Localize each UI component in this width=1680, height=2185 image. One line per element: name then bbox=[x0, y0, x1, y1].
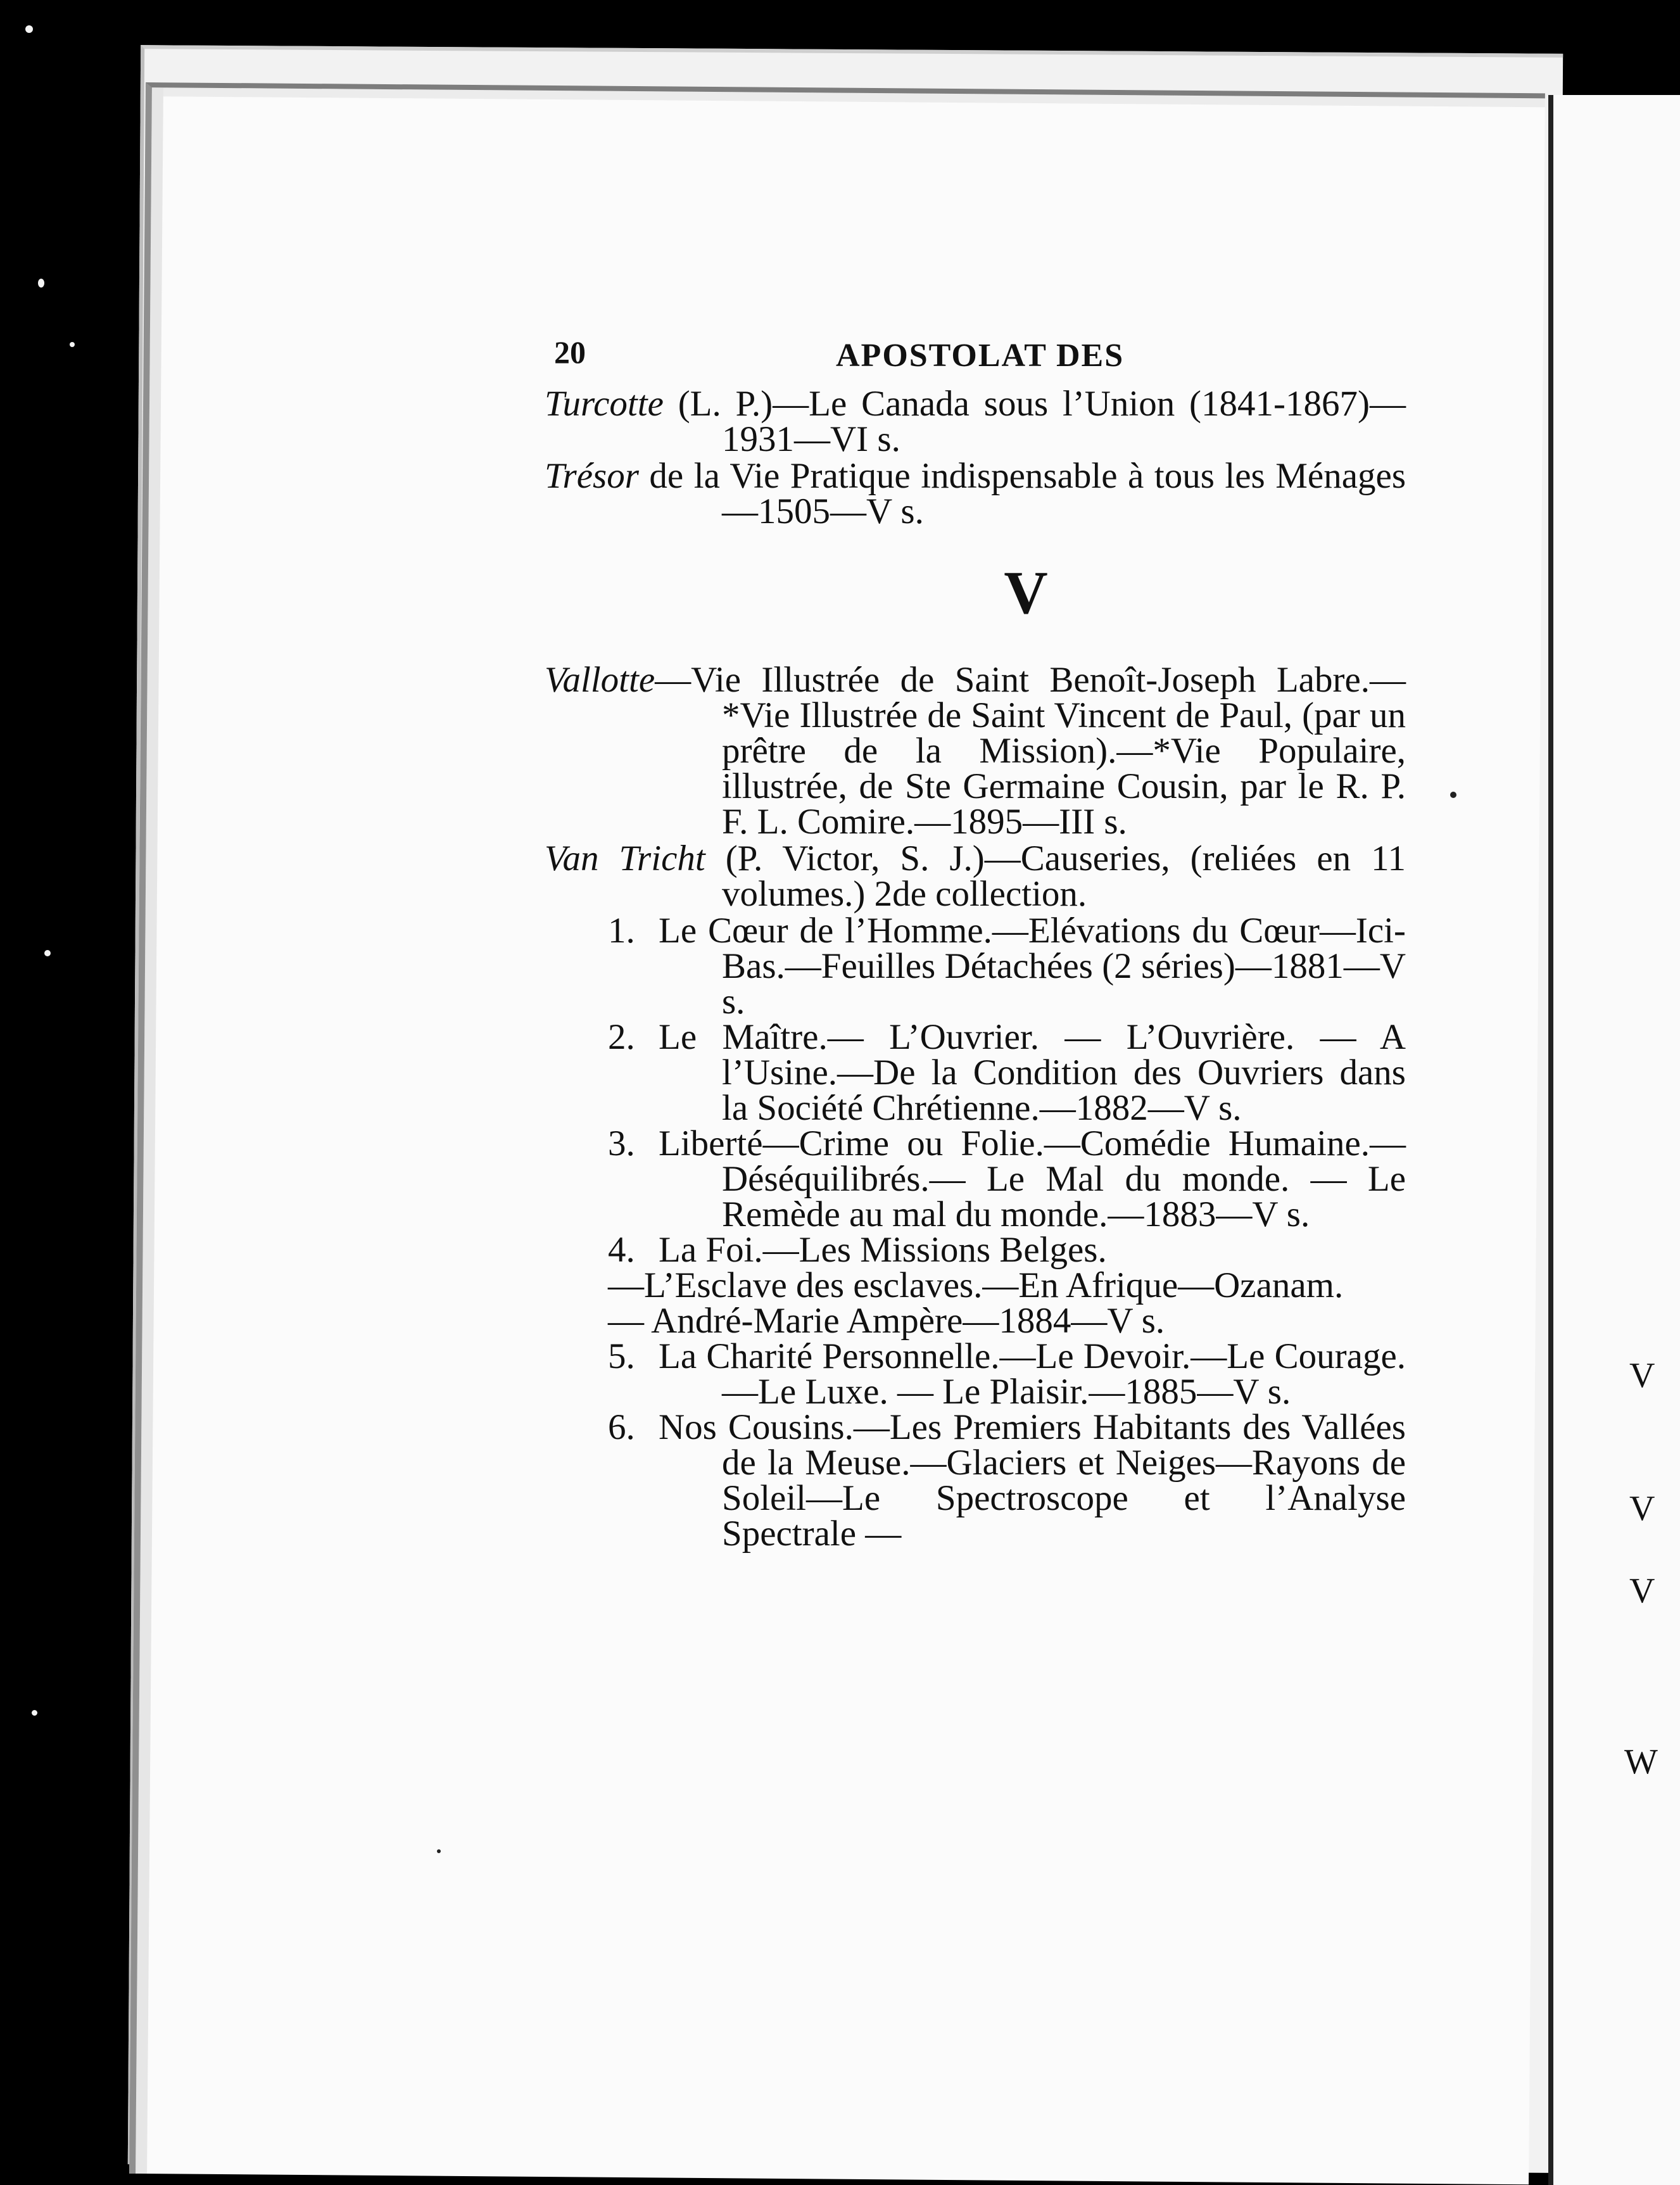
scan-speck bbox=[38, 279, 44, 288]
scan-speck bbox=[70, 342, 75, 347]
entry-text: —Vie Illustrée de Saint Benoît-Joseph Labre.—*Vie Illustrée de Saint Vincent de Paul, (par un prêtre de la Mission).—*Vie Populaire, illustrée, de Ste Germaine Cousin, par le R. P. F. L. Comire.—1895—III s. bbox=[655, 660, 1406, 842]
volume-text: Le Cœur de l’Homme.—Elévations du Cœur—Ici-Bas.—Feuilles Détachées (2 séries)—1881—V s. bbox=[659, 911, 1406, 1022]
volume-text: — André-Marie Ampère—1884—V s. bbox=[608, 1301, 1165, 1341]
facing-page-glyph: W bbox=[1624, 1742, 1658, 1782]
catalog-entry bbox=[545, 660, 1406, 842]
facing-page-glyph: V bbox=[1629, 1489, 1655, 1528]
volume-item bbox=[608, 1336, 1406, 1412]
volume-text: Le Maître.— L’Ouvrier. — L’Ouvrière. — A l’Usine.—De la Condition des Ouvriers dans la Société Chrétienne.—1882—V s. bbox=[659, 1017, 1406, 1128]
volume-text: La Foi.—Les Missions Belges. bbox=[659, 1230, 1107, 1270]
entry-author: Trésor bbox=[545, 456, 639, 496]
volume-item bbox=[608, 1230, 1406, 1270]
page-header bbox=[545, 317, 1406, 386]
catalog-entry bbox=[545, 456, 1406, 531]
volume-number: 5. bbox=[608, 1336, 635, 1376]
entry-text: (L. P.)—Le Canada sous l’Union (1841-1867)—1931—VI s. bbox=[663, 384, 1406, 459]
scan-speck bbox=[44, 950, 51, 956]
entry-text: (P. Victor, S. J.)—Causeries, (reliées en 11 volumes.) 2de collection. bbox=[705, 839, 1406, 914]
facing-page-glyph: V bbox=[1629, 1356, 1655, 1395]
volume-item bbox=[608, 1407, 1406, 1554]
ink-dot bbox=[437, 1849, 441, 1853]
volume-text: Nos Cousins.—Les Premiers Habitants des Vallées de la Meuse.—Glaciers et Neiges—Rayons de Soleil—Le Spectroscope et l’Analyse Spectrale — bbox=[659, 1407, 1406, 1554]
volume-number: 4. bbox=[608, 1230, 635, 1270]
volume-item bbox=[608, 1017, 1406, 1128]
page-text bbox=[545, 317, 1406, 1552]
page-number: 20 bbox=[554, 334, 586, 370]
entry-author: Van Tricht bbox=[545, 839, 705, 878]
volume-number: 3. bbox=[608, 1124, 635, 1163]
volume-text: La Charité Personnelle.—Le Devoir.—Le Courage.—Le Luxe. — Le Plaisir.—1885—V s. bbox=[659, 1336, 1406, 1412]
ink-dot bbox=[1450, 792, 1456, 798]
entry-text: de la Vie Pratique indispensable à tous les Ménages—1505—V s. bbox=[638, 456, 1406, 531]
entry-author: Turcotte bbox=[545, 384, 664, 424]
volume-continuation bbox=[608, 1265, 1406, 1305]
volume-text: —L’Esclave des esclaves.—En Afrique—Ozanam. bbox=[608, 1265, 1344, 1305]
volume-item bbox=[608, 911, 1406, 1022]
volume-number: 1. bbox=[608, 911, 635, 951]
section-letter: V bbox=[1004, 559, 1048, 626]
volume-text: Liberté—Crime ou Folie.—Comédie Humaine.— Déséquilibrés.— Le Mal du monde. — Le Remède au mal du monde.—1883—V s. bbox=[659, 1124, 1406, 1234]
volume-item bbox=[608, 1124, 1406, 1234]
scan-speck bbox=[32, 1710, 37, 1716]
scan-speck bbox=[25, 25, 33, 33]
volume-number: 2. bbox=[608, 1017, 635, 1057]
entry-author: Vallotte bbox=[545, 660, 655, 700]
volume-continuation bbox=[608, 1301, 1406, 1341]
facing-page-glyph: V bbox=[1629, 1571, 1655, 1611]
volume-number: 6. bbox=[608, 1407, 635, 1447]
facing-page-edge bbox=[1548, 95, 1680, 2185]
catalog-entry bbox=[545, 839, 1406, 914]
running-head: APOSTOLAT DES bbox=[836, 338, 1125, 374]
catalog-entry bbox=[545, 384, 1406, 459]
